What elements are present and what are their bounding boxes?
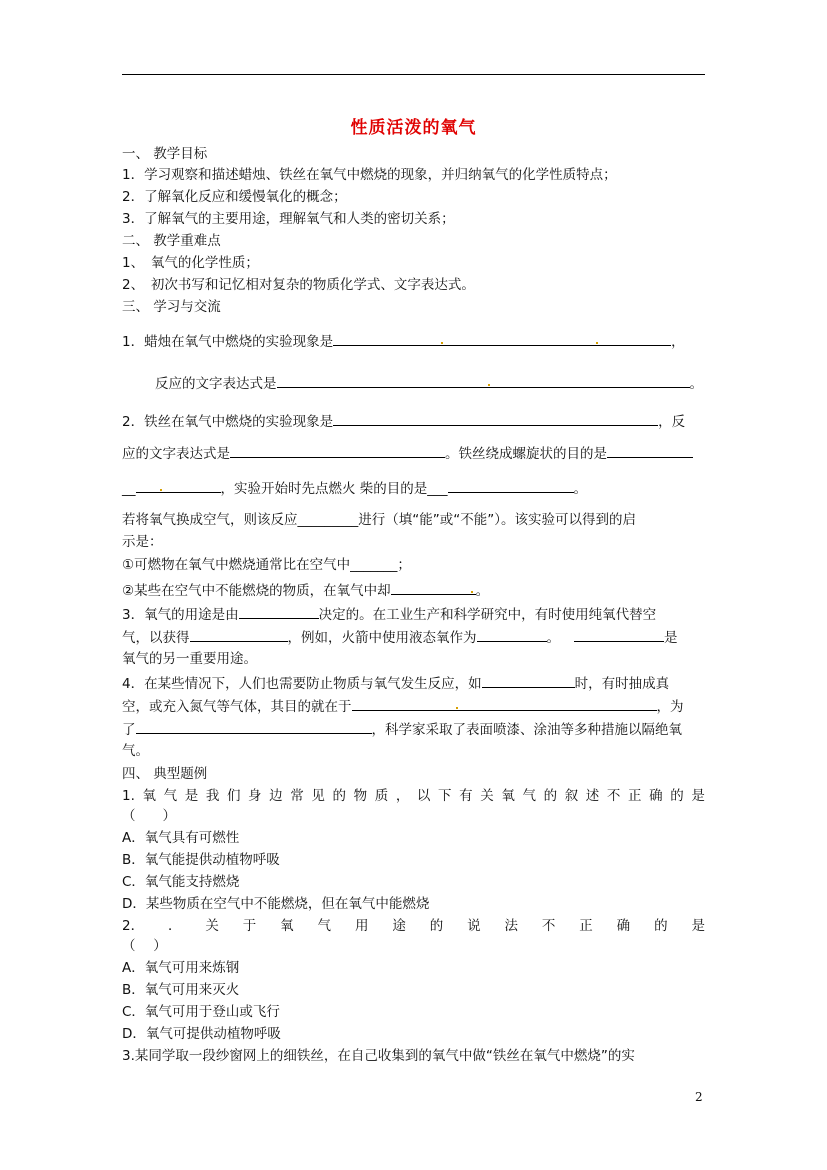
answer-blank[interactable] bbox=[482, 673, 575, 688]
example-2-option: A．氧气可用来炼钢 bbox=[122, 960, 240, 976]
stem-char: 法 bbox=[504, 918, 518, 934]
question-text: 。 bbox=[689, 376, 703, 392]
stem-char: 有 bbox=[459, 788, 473, 804]
example-2-option: B．氧气可用来灭火 bbox=[122, 982, 240, 998]
question-text: 气，以获得 bbox=[122, 630, 190, 646]
section-heading-examples: 四、 典型题例 bbox=[122, 766, 208, 782]
question-text: ，为 bbox=[656, 699, 684, 715]
example-1-option: B．氧气能提供动植物呼吸 bbox=[122, 852, 280, 868]
stem-char: ， bbox=[395, 788, 410, 804]
question-2-line-1 bbox=[122, 411, 685, 431]
air-question-line-2: 示是： bbox=[122, 534, 163, 550]
question-text: 。 bbox=[475, 583, 490, 599]
stem-char: 的 bbox=[429, 918, 444, 934]
stem-char: 气 bbox=[317, 918, 332, 934]
goal-item: 2．了解氧化反应和缓慢氧化的概念； bbox=[122, 189, 347, 205]
section-heading-exchange: 三、 学习与交流 bbox=[122, 299, 221, 315]
answer-blank[interactable] bbox=[477, 627, 547, 642]
stem-char: 正 bbox=[628, 788, 642, 804]
stem-char: 2． bbox=[122, 918, 145, 934]
stem-char: 物 bbox=[353, 788, 368, 804]
stem-char: 身 bbox=[248, 788, 262, 804]
question-text: ，例如，火箭中使用液态氧作为 bbox=[287, 630, 477, 646]
stem-char: 的 bbox=[654, 918, 668, 934]
example-1-option: D．某些物质在空气中不能燃烧，但在氧气中能燃烧 bbox=[122, 896, 430, 912]
header-rule bbox=[122, 74, 705, 75]
stem-char: 正 bbox=[579, 918, 593, 934]
question-text: 3．氧气的用途是由 bbox=[122, 607, 239, 623]
question-text: 4．在某些情况下，人们也需要防止物质与氧气发生反应，如 bbox=[122, 676, 482, 692]
key-point-item: 1、 氧气的化学性质； bbox=[122, 255, 259, 271]
stem-char: ． bbox=[167, 918, 182, 934]
stem-char: 下 bbox=[438, 788, 452, 804]
stem-char: 确 bbox=[649, 788, 663, 804]
answer-blank[interactable] bbox=[136, 478, 221, 493]
example-2-option: D．氧气可提供动植物呼吸 bbox=[122, 1026, 281, 1042]
stem-char: 是 bbox=[691, 918, 705, 934]
question-text: 是 bbox=[664, 630, 678, 646]
answer-blank[interactable] bbox=[333, 331, 671, 346]
answer-blank[interactable] bbox=[352, 696, 657, 711]
stem-char: 述 bbox=[585, 788, 600, 804]
stem-char: 常 bbox=[290, 788, 304, 804]
stem-char: 氧 bbox=[142, 788, 156, 804]
stem-char: 气 bbox=[163, 788, 178, 804]
question-text: __ bbox=[122, 481, 136, 497]
stem-char: 叙 bbox=[564, 788, 579, 804]
question-text: 1．蜡烛在氧气中燃烧的实验现象是 bbox=[122, 334, 334, 350]
question-3-line-1 bbox=[122, 604, 656, 624]
question-3-line-3: 氧气的另一重要用途。 bbox=[122, 651, 257, 667]
stem-char: 我 bbox=[205, 788, 220, 804]
stem-char: 以 bbox=[416, 788, 431, 804]
stem-char: 氧 bbox=[280, 918, 294, 934]
question-text: 决定的。在工业生产和科学研究中，有时使用纯氧代替空 bbox=[318, 607, 657, 623]
example-1-stem bbox=[122, 787, 705, 805]
key-point-item: 2、 初次书写和记忆相对复杂的物质化学式、文字表达式。 bbox=[122, 277, 475, 293]
example-2-stem bbox=[122, 917, 705, 935]
goal-item: 3．了解氧气的主要用途，理解氧气和人类的密切关系； bbox=[122, 211, 455, 227]
question-text: 应的文字表达式是 bbox=[122, 446, 230, 462]
question-text: 时，有时抽成真 bbox=[574, 676, 670, 692]
stem-char: 不 bbox=[541, 918, 556, 934]
question-4-line-4: 气。 bbox=[122, 743, 149, 759]
air-question-line-4 bbox=[122, 580, 489, 600]
question-1-line-1 bbox=[122, 331, 685, 351]
answer-blank[interactable] bbox=[448, 478, 574, 493]
question-text: 反应的文字表达式是 bbox=[155, 376, 277, 392]
example-2-option: C．氧气可用于登山或飞行 bbox=[122, 1004, 280, 1020]
answer-blank[interactable] bbox=[391, 580, 476, 595]
stem-char: 的 bbox=[332, 788, 346, 804]
goal-item: 1．学习观察和描述蜡烛、铁丝在氧气中燃烧的现象，并归纳氧气的化学性质特点； bbox=[122, 167, 617, 183]
answer-blank[interactable] bbox=[277, 373, 690, 388]
stem-char: 说 bbox=[467, 918, 481, 934]
section-heading-goals: 一、 教学目标 bbox=[122, 146, 208, 162]
stem-char: 途 bbox=[392, 918, 406, 934]
question-4-line-2 bbox=[122, 696, 684, 716]
answer-blank[interactable] bbox=[239, 604, 319, 619]
stem-char: 用 bbox=[354, 918, 369, 934]
stem-char: 是 bbox=[691, 788, 705, 804]
question-text: ，实验开始时先点燃火 柴的目的是 bbox=[220, 481, 428, 497]
page-number: 2 bbox=[695, 1090, 703, 1104]
question-2-line-3 bbox=[122, 478, 587, 498]
question-1-line-2 bbox=[155, 373, 703, 393]
example-1-paren: （ ） bbox=[122, 808, 176, 824]
air-question-line-1: 若将氧气换成空气，则该反应_________进行（填“能”或“不能”）。该实验可以得到的启 bbox=[122, 512, 636, 528]
question-2-line-2 bbox=[122, 443, 693, 463]
question-text: 空，或充入氮气等气体，其目的就在于 bbox=[122, 699, 352, 715]
question-4-line-3 bbox=[122, 719, 682, 739]
stem-char: 关 bbox=[205, 918, 219, 934]
question-text: 。 bbox=[546, 630, 560, 646]
example-3-stem: 3.某同学取一段纱窗网上的细铁丝，在自己收集到的氧气中做“铁丝在氧气中燃烧”的实 bbox=[122, 1048, 635, 1064]
question-text: ②某些在空气中不能燃烧的物质，在氧气中却 bbox=[122, 583, 391, 599]
answer-blank[interactable] bbox=[574, 627, 664, 642]
air-question-line-3: ①可燃物在氧气中燃烧通常比在空气中_______； bbox=[122, 557, 411, 573]
question-3-line-2 bbox=[122, 627, 678, 647]
question-4-line-1 bbox=[122, 673, 669, 693]
section-heading-key-points: 二、 教学重难点 bbox=[122, 233, 221, 249]
stem-char: 的 bbox=[670, 788, 684, 804]
stem-char: 确 bbox=[616, 918, 631, 934]
answer-blank[interactable] bbox=[190, 627, 288, 642]
stem-char: 关 bbox=[480, 788, 494, 804]
stem-char: 不 bbox=[606, 788, 621, 804]
question-text: ，反 bbox=[658, 414, 686, 430]
stem-char: 于 bbox=[242, 918, 257, 934]
page-title: 性质活泼的氧气 bbox=[350, 118, 477, 138]
answer-blank[interactable] bbox=[230, 443, 445, 458]
question-text: 了 bbox=[122, 722, 136, 738]
stem-char: 质 bbox=[374, 788, 389, 804]
example-1-option: A．氧气具有可燃性 bbox=[122, 830, 240, 846]
question-text: ，科学家采取了表面喷漆、涂油等多种措施以隔绝氧 bbox=[371, 722, 682, 738]
stem-char: 1. bbox=[122, 788, 135, 804]
question-text: 2．铁丝在氧气中燃烧的实验现象是 bbox=[122, 414, 334, 430]
stem-char: 氧 bbox=[501, 788, 515, 804]
answer-blank[interactable] bbox=[136, 719, 372, 734]
question-text: ___ bbox=[427, 481, 448, 497]
stem-char: 见 bbox=[311, 788, 325, 804]
example-2-paren: （ ） bbox=[122, 938, 167, 954]
stem-char: 们 bbox=[226, 788, 241, 804]
stem-char: 边 bbox=[269, 788, 283, 804]
stem-char: 的 bbox=[543, 788, 558, 804]
answer-blank[interactable] bbox=[607, 443, 693, 458]
answer-blank[interactable] bbox=[333, 411, 658, 426]
question-text: 。 bbox=[573, 481, 588, 497]
question-text: ， bbox=[671, 334, 685, 350]
question-text: 。铁丝绕成螺旋状的目的是 bbox=[445, 446, 607, 462]
stem-char: 气 bbox=[522, 788, 536, 804]
example-1-option: C．氧气能支持燃烧 bbox=[122, 874, 240, 890]
stem-char: 是 bbox=[184, 788, 199, 804]
